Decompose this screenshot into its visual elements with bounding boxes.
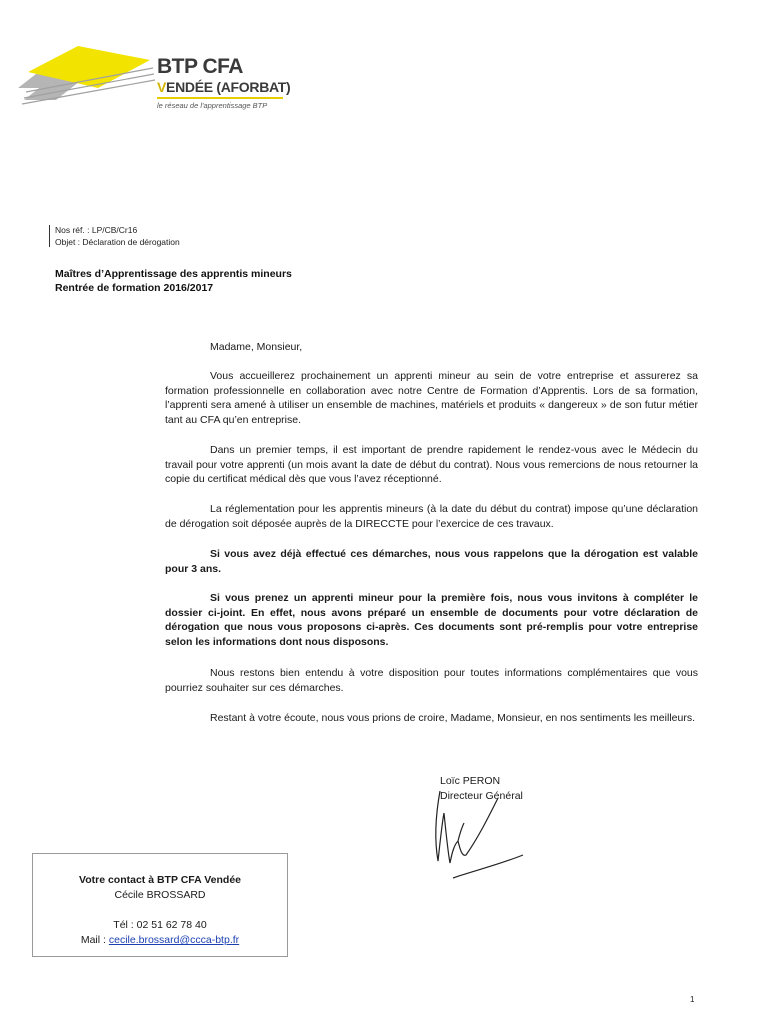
paragraph-7: Restant à votre écoute, nous vous prions de croire, Madame, Monsieur, en nos sentiments les meilleurs. [210, 712, 695, 724]
contact-mail-line [33, 933, 287, 948]
salutation: Madame, Monsieur, [210, 341, 303, 353]
contact-heading: Votre contact à BTP CFA Vendée [78, 874, 242, 886]
subject-line-2: Rentrée de formation 2016/2017 [55, 282, 214, 294]
signatory-title: Directeur Général [440, 790, 523, 802]
paragraph-6: Nous restons bien entendu à votre disposition pour toutes informations complémentaires que vous pourriez souhaiter sur ces démarches. [165, 667, 698, 694]
paragraph-2: Dans un premier temps, il est important de prendre rapidement le rendez-vous avec le Médecin du travail pour votre apprenti (un mois avant la date de début du contrat). Nous vous remercions de nous retourner la copie du certificat médical dès que vous l’avez réceptionné. [165, 444, 698, 485]
contact-person: Cécile BROSSARD [114, 889, 206, 901]
contact-box [32, 853, 288, 957]
letter-subject [55, 267, 292, 295]
contact-mail-label: Mail : [80, 934, 109, 946]
paragraph-1: Vous accueillerez prochainement un apprenti mineur au sein de votre entreprise et assurerez sa formation professionnelle en collaboration avec notre Centre de Formation d’Apprentis. Lors de sa formation, l’apprenti sera amené à utiliser un ensemble de machines, matériels et produits « dangereux » de son futur métier tant au CFA qu’en entreprise. [165, 370, 698, 426]
logo-title: BTP CFA [157, 55, 243, 78]
paragraph-5: Si vous prenez un apprenti mineur pour la première fois, nous vous invitons à compléter le dossier ci-joint. En effet, nous avons préparé un ensemble de documents pour votre déclaration de dérogation que nous vous proposons ci-après. Ces documents sont pré-remplis pour votre entreprise selon les informations dont nous disposons. [165, 592, 698, 648]
signatory-name: Loïc PERON [440, 775, 501, 787]
contact-email-link[interactable]: cecile.brossard@ccca-btp.fr [108, 934, 240, 946]
paragraph-3: La réglementation pour les apprentis mineurs (à la date du début du contrat) impose qu’une déclaration de dérogation soit déposée auprès de la DIRECCTE pour l’exercice de ces travaux. [165, 503, 698, 530]
contact-phone: Tél : 02 51 62 78 40 [113, 919, 207, 931]
logo-tagline: le réseau de l'apprentissage BTP [157, 101, 268, 110]
logo-divider [157, 97, 283, 99]
logo-subtitle: VENDÉE (AFORBAT) [157, 79, 291, 95]
reference-object: Objet : Déclaration de dérogation [55, 236, 180, 247]
reference-bar [49, 225, 50, 247]
handwritten-signature [428, 783, 538, 883]
reference-number: Nos réf. : LP/CB/Cr16 [55, 225, 138, 235]
page-number: 1 [690, 995, 695, 1004]
paragraph-4: Si vous avez déjà effectué ces démarches, nous vous rappelons que la dérogation est valable pour 3 ans. [165, 548, 698, 575]
reference-block [55, 225, 180, 248]
subject-line-1: Maîtres d’Apprentissage des apprentis mineurs [55, 268, 292, 280]
